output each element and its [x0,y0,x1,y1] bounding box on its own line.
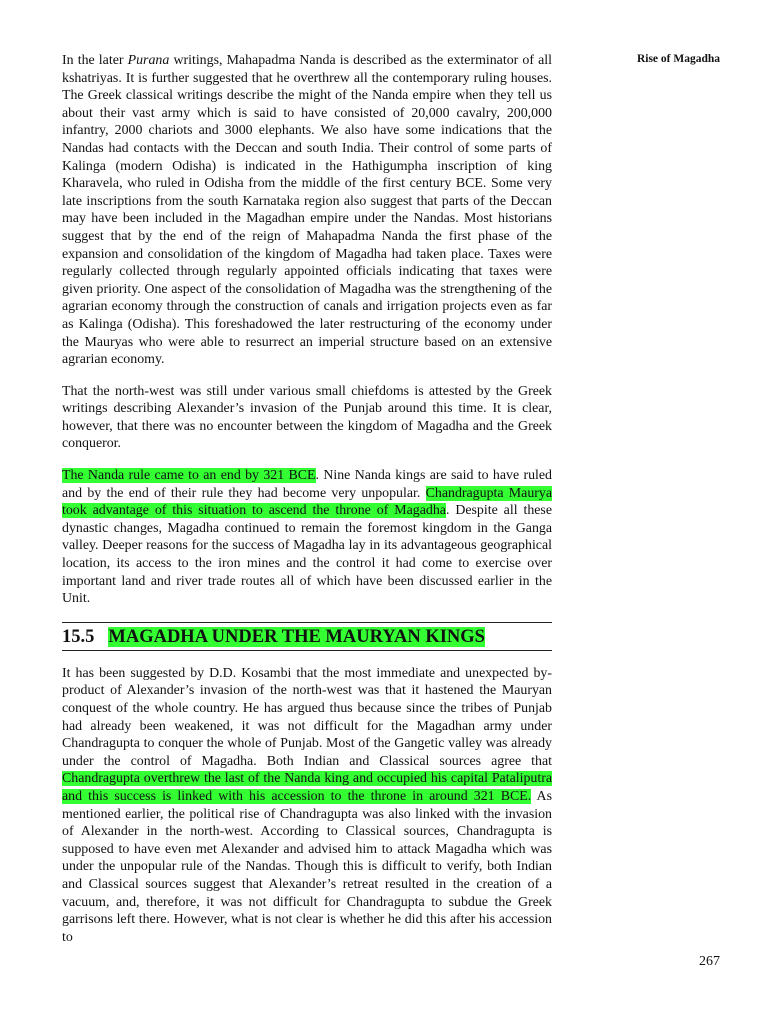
paragraph-text: It has been suggested by D.D. Kosambi that the most immediate and unexpected by-product of Alexander’s invasion of the north-west was that it hastened the Mauryan conquest of the whole country. He has argued thus because since the tribes of Punjab had already been weakened, it was not difficult for the Magadhan army under Chandragupta to conquer the whole of Punjab. Most of the Gangetic valley was already under the control of Magadha. Both Indian and Classical sources agree that [62,665,552,769]
paragraph [62,665,552,947]
main-text-column [62,52,552,960]
paragraph-text: As mentioned earlier, the political rise of Chandragupta was also linked with the invasion of Alexander in the north-west. According to Classical sources, Chandragupta is supposed to have even met Alexander and advised him to attack Magadha which was under the unpopular rule of the Nandas. Though this is difficult to verify, both Indian and Classical sources suggest that Alexander’s retreat resulted in the creation of a vacuum, and, therefore, it was not difficult for Chandragupta to subdue the Greek garrisons left there. However, what is not clear is whether he did this after his accession to [62,788,552,945]
highlighted-text: Chandragupta Maurya took advantage of this situation to ascend the throne of Magadha [62,485,553,519]
paragraph-text: . Despite all these dynastic changes, Magadha continued to remain the foremost kingdom in the Ganga valley. Deeper reasons for the success of Magadha lay in its advantageous geographical location, its access to the iron mines and the control it had come to exercise over important land and river trade routes all of which have been discussed earlier in the Unit. [62,503,553,607]
paragraph-text: writings, Mahapadma Nanda is described as the exterminator of all kshatriyas. It is further suggested that he overthrew all the contemporary ruling houses. The Greek classical writings describe the might of the Nanda empire when they tell us about their vast army which is said to have consisted of 20,000 cavalry, 200,000 infantry, 2000 chariots and 3000 elephants. We also have some indications that the Nandas had contacts with the Deccan and south India. Their control of some parts of Kalinga (modern Odisha) is indicated in the Hathigumpha inscription of king Kharavela, who ruled in Odisha from the middle of the first century BCE. Some very late inscriptions from the south Karnataka region also suggest that parts of the Deccan may have been included in the Magadhan empire under the Nandas. Most historians suggest that by the end of the reign of Mahapadma Nanda the first phase of the expansion and consolidation of the kingdom of Magadha had taken place. Taxes were regularly collected through regularly appointed officials indicating that taxes were given priority. One aspect of the consolidation of Magadha was the strengthening of the agrarian economy through the construction of canals and irrigation projects even as far as Kalinga (Odisha). This foreshadowed the later restructuring of the economy under the Mauryas who were able to resurrect an imperial structure based on an extensive agrarian economy. [62,53,552,368]
highlighted-text: Chandragupta overthrew the last of the Nanda king and occupied his capital Pataliputra and this success is linked with his accession to the throne in around 321 BCE. [62,771,552,804]
page-number: 267 [699,954,720,969]
paragraph-text: That the north-west was still under various small chiefdoms is attested by the Greek writings describing Alexander’s invasion of the Punjab around this time. It is clear, however, that there was no encounter between the kingdom of Magadha and the Greek conqueror. [62,383,552,452]
paragraph-text: . Nine Nanda kings are said to have ruled and by the end of their rule they had become very unpopular. [62,468,552,501]
running-title: Rise of Magadha [636,53,720,65]
section-title: MAGADHA UNDER THE MAURYAN KINGS [108,626,485,647]
section-heading [62,622,552,651]
paragraph [62,383,552,453]
paragraph [62,467,552,608]
italic-term: Purana [127,53,170,68]
section-number: 15.5 [62,626,95,647]
highlighted-text: The Nanda rule came to an end by 321 BCE [62,468,316,484]
paragraph-text: In the later [62,53,128,68]
paragraph [62,52,552,369]
